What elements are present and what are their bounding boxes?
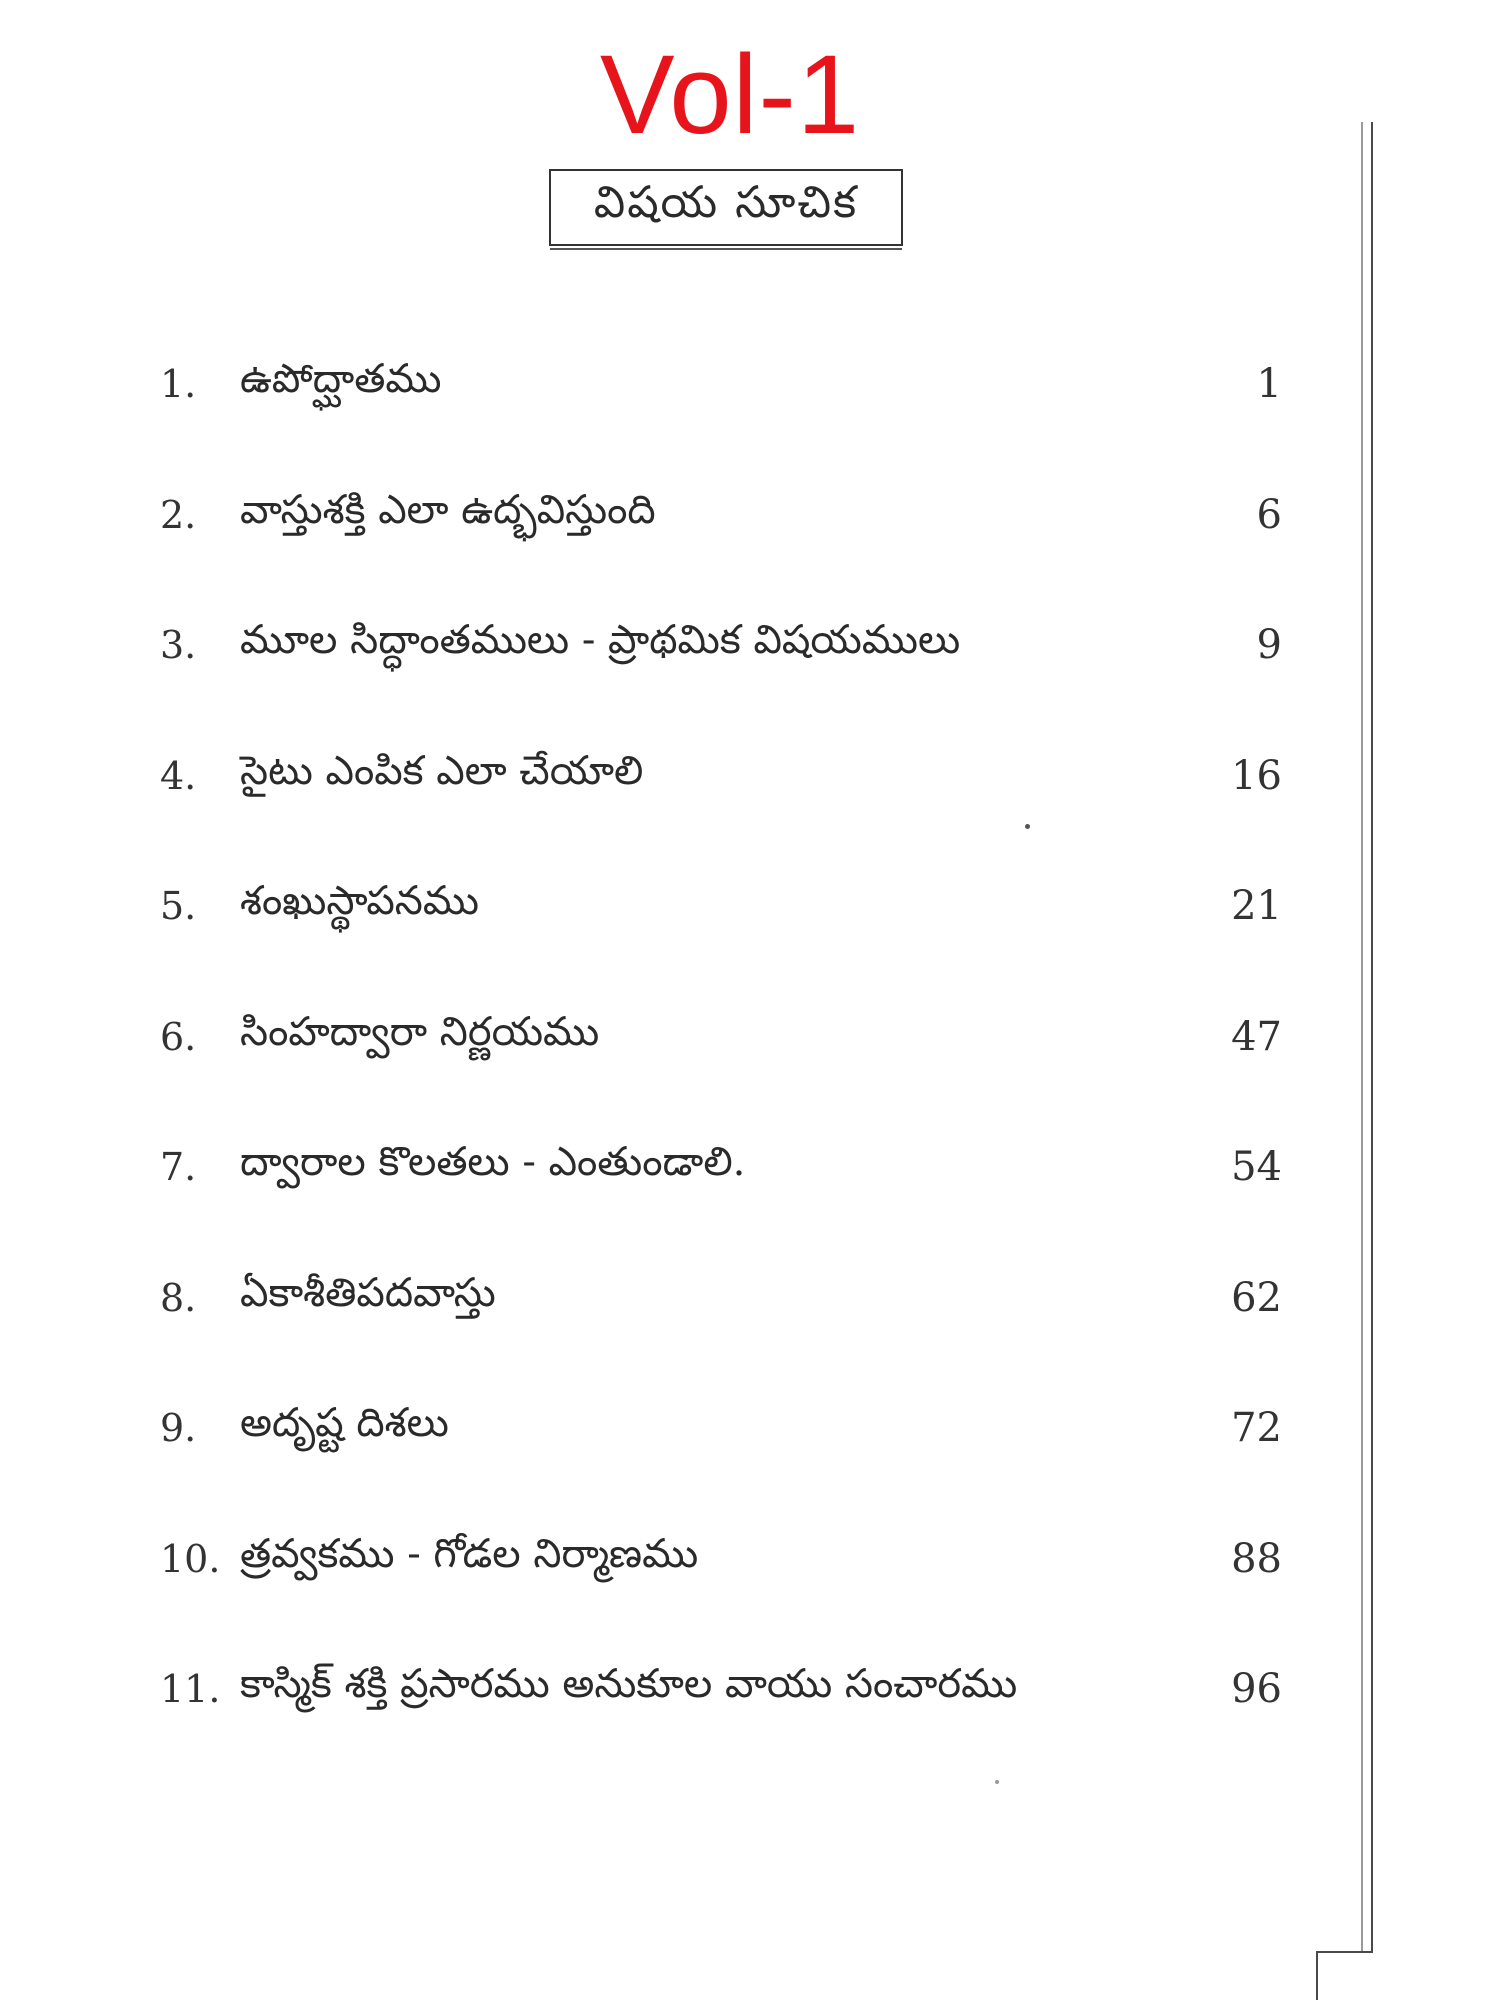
toc-row-title: అదృష్ట దిశలు: [240, 1400, 449, 1446]
toc-row: [0, 1002, 1500, 1072]
toc-row-title: కాస్మిక్ శక్తి ప్రసారము అనుకూల వాయు సంచారము: [240, 1661, 1018, 1707]
toc-row-title: సింహద్వారా నిర్ణయము: [240, 1008, 600, 1055]
scan-speck: [1025, 824, 1030, 829]
page-edge-rule: [1316, 1951, 1318, 2000]
toc-row: [0, 1393, 1500, 1463]
toc-row-page-number: 1: [1256, 361, 1282, 407]
toc-row: [0, 871, 1500, 941]
page-edge-rule: [1371, 122, 1373, 1952]
toc-row-number: 2.: [160, 492, 197, 537]
toc-row-title: సైటు ఎంపిక ఎలా చేయాలి: [240, 747, 644, 794]
toc-row: [0, 741, 1500, 811]
toc-row-page-number: 88: [1231, 1535, 1282, 1582]
toc-row-title: ఉపోద్ఘాతము: [240, 356, 442, 402]
toc-row: [0, 610, 1500, 680]
toc-row-page-number: 96: [1231, 1666, 1282, 1712]
toc-row-page-number: 72: [1231, 1405, 1282, 1451]
toc-row-number: 5.: [160, 884, 197, 928]
toc-row-page-number: 6: [1256, 491, 1282, 538]
toc-row: [0, 1263, 1500, 1333]
toc-row-title: శంఖుస్థాపనము: [240, 878, 479, 924]
toc-row-page-number: 9: [1256, 622, 1282, 668]
toc-row-page-number: 54: [1231, 1144, 1282, 1190]
toc-row-page-number: 62: [1231, 1274, 1282, 1321]
toc-row-title: వాస్తుశక్తి ఎలా ఉద్భవిస్తుంది: [240, 486, 656, 533]
toc-row-number: 6.: [160, 1014, 197, 1059]
toc-row-number: 1.: [160, 362, 197, 406]
toc-row-page-number: 47: [1231, 1013, 1282, 1060]
toc-row-page-number: 21: [1231, 883, 1282, 929]
toc-row-number: 9.: [160, 1406, 197, 1450]
toc-row: [0, 1132, 1500, 1202]
toc-row-page-number: 16: [1231, 752, 1282, 799]
toc-row-title: మూల సిద్ధాంతములు - ప్రాథమిక విషయములు: [240, 617, 961, 663]
page-edge-rule: [1316, 1951, 1373, 1953]
toc-row-number: 3.: [160, 623, 197, 667]
toc-row-number: 4.: [160, 753, 197, 798]
toc-row: [0, 1654, 1500, 1724]
toc-row-title: త్రవ్వకము - గోడల నిర్మాణము: [240, 1530, 699, 1577]
toc-row: [0, 480, 1500, 550]
toc-heading-text: విషయ సూచిక: [593, 176, 859, 228]
page-edge-rule: [1361, 122, 1363, 1952]
volume-label: Vol-1: [599, 32, 861, 157]
scan-speck: [995, 1780, 999, 1784]
toc-row-number: 7.: [160, 1145, 197, 1189]
toc-row-number: 10.: [160, 1536, 221, 1581]
toc-row-title: ద్వారాల కొలతలు - ఎంతుండాలి.: [240, 1139, 746, 1185]
toc-row: [0, 349, 1500, 419]
toc-row-number: 8.: [160, 1275, 197, 1320]
toc-row: [0, 1524, 1500, 1594]
toc-row-number: 11.: [160, 1667, 221, 1711]
toc-row-title: ఏకాశీతిపదవాస్తు: [240, 1269, 496, 1316]
